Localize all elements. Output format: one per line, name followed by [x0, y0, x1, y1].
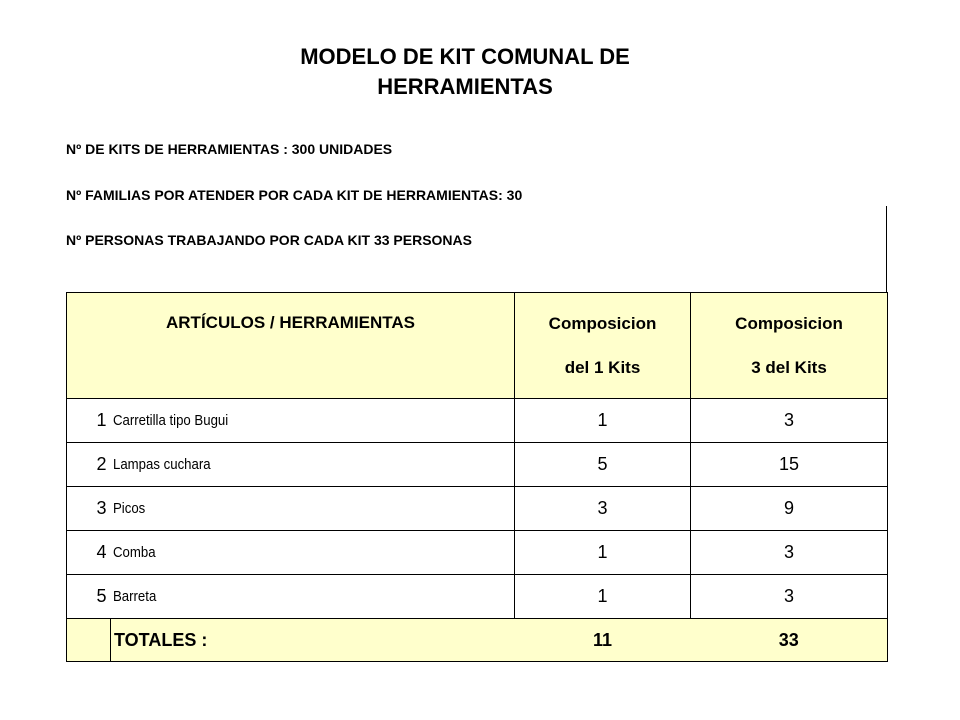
table-row [67, 399, 888, 443]
row-number: 5 [67, 575, 111, 619]
info-families-per-kit: Nº FAMILIAS POR ATENDER POR CADA KIT DE HERRAMIENTAS: 30 [66, 187, 523, 203]
header-composition-3-kits [691, 293, 888, 399]
row-item: Comba [111, 531, 515, 575]
row-qty-3-kits: 3 [691, 399, 888, 443]
table-top-right-border [886, 206, 887, 292]
table-header-row [67, 293, 888, 399]
header-composition-3-line-1: Composicion [735, 313, 843, 333]
totals-label: TOTALES : [111, 619, 515, 662]
row-number: 2 [67, 443, 111, 487]
totals-qty-3-kits: 33 [691, 619, 888, 662]
title-line-1: MODELO DE KIT COMUNAL DE [300, 44, 630, 69]
row-item: Barreta [111, 575, 515, 619]
header-articles: ARTÍCULOS / HERRAMIENTAS [67, 293, 515, 399]
row-qty-3-kits: 9 [691, 487, 888, 531]
tools-table [66, 292, 888, 662]
row-number: 4 [67, 531, 111, 575]
row-qty-1-kit: 3 [515, 487, 691, 531]
row-qty-1-kit: 1 [515, 531, 691, 575]
row-qty-1-kit: 1 [515, 575, 691, 619]
row-qty-3-kits: 15 [691, 443, 888, 487]
info-kits-count: Nº DE KITS DE HERRAMIENTAS : 300 UNIDADES [66, 141, 393, 157]
row-qty-1-kit: 5 [515, 443, 691, 487]
totals-empty-cell [67, 619, 111, 662]
row-number: 3 [67, 487, 111, 531]
document-title [0, 42, 930, 102]
header-composition-3-line-2: 3 del Kits [751, 357, 827, 377]
title-line-2: HERRAMIENTAS [377, 74, 553, 99]
table-row [67, 487, 888, 531]
table-row [67, 531, 888, 575]
header-composition-1-line-2: del 1 Kits [564, 357, 641, 377]
totals-qty-1-kit: 11 [515, 619, 691, 662]
row-item: Picos [111, 487, 515, 531]
header-composition-1-kit [515, 293, 691, 399]
header-composition-1-line-1: Composicion [548, 313, 657, 333]
row-qty-1-kit: 1 [515, 399, 691, 443]
table-row [67, 575, 888, 619]
row-number: 1 [67, 399, 111, 443]
row-qty-3-kits: 3 [691, 575, 888, 619]
row-qty-3-kits: 3 [691, 531, 888, 575]
table-row [67, 443, 888, 487]
row-item: Carretilla tipo Bugui [111, 399, 515, 443]
info-persons-per-kit: Nº PERSONAS TRABAJANDO POR CADA KIT 33 PERSONAS [66, 232, 472, 248]
row-item: Lampas cuchara [111, 443, 515, 487]
totals-row [67, 619, 888, 662]
